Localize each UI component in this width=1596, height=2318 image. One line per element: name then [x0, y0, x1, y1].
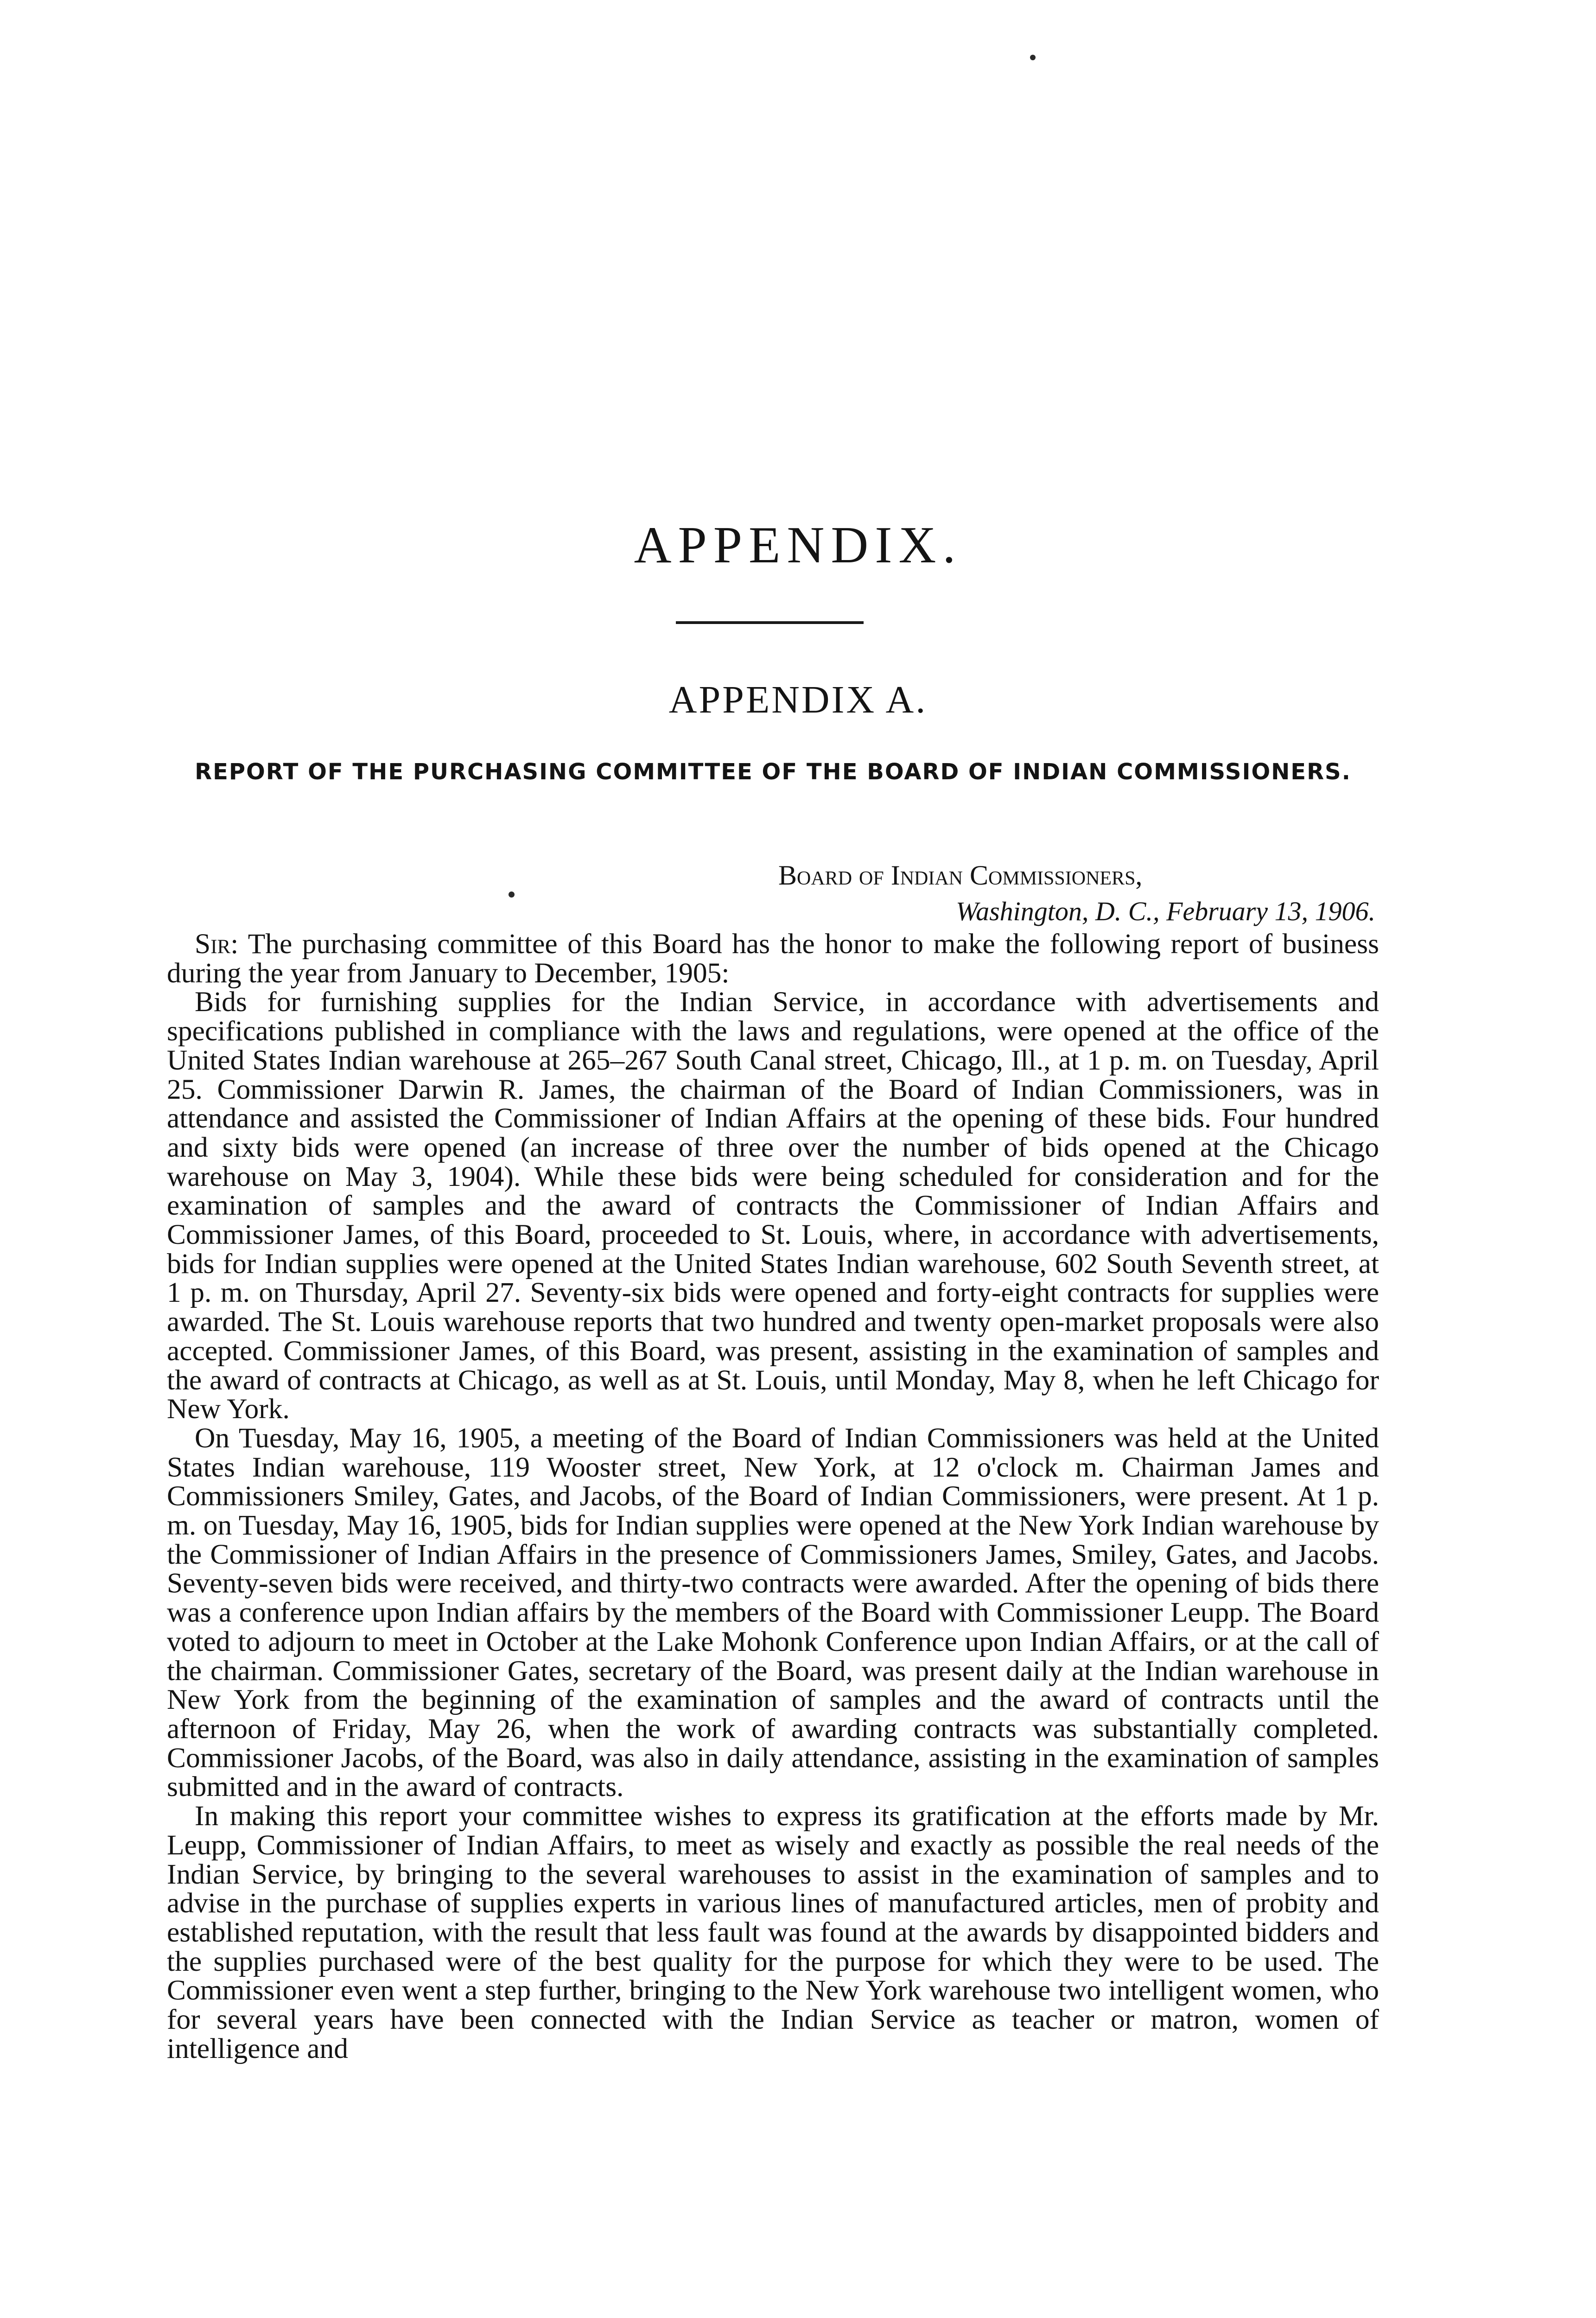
- appendix-subheading: APPENDIX A.: [668, 678, 928, 721]
- paragraph: Bids for furnishing supplies for the Indian Service, in accordance with advertisements and specifications published in compliance with the laws and regulations, were opened at the office of the United States Indian warehouse at 265–267 South Canal street, Chicago, Ill., at 1 p. m. on Tuesday, April 25. Commissioner Darwin R. James, the chairman of the Board of Indian Commissioners, was in attendance and assisted the Commissioner of Indian Affairs at the opening of these bids. Four hundred and sixty bids were opened (an increase of three over the number of bids opened at the Chicago warehouse on May 3, 1904). While these bids were being scheduled for consideration and for the examination of samples and the award of contracts the Commissioner of Indian Affairs and Commissioner James, of this Board, proceeded to St. Louis, where, in accordance with advertisements, bids for Indian supplies were opened at the United States Indian warehouse, 602 South Seventh street, at 1 p. m. on Thursday, April 27. Seventy-six bids were opened and forty-eight contracts for supplies were awarded. The St. Louis warehouse reports that two hundred and twenty open-market proposals were also accepted. Commissioner James, of this Board, was present, assisting in the examination of samples and the award of contracts at Chicago, as well as at St. Louis, until Monday, May 8, when he left Chicago for New York.: [167, 986, 1379, 1425]
- letterhead-place-date: Washington, D. C., February 13, 1906.: [956, 896, 1375, 926]
- letter-body: [167, 930, 1379, 2063]
- paragraph-text: The purchasing committee of this Board has the honor to make the following report of business during the year from January to December, 1905:: [167, 928, 1379, 989]
- paragraph: On Tuesday, May 16, 1905, a meeting of the Board of Indian Commissioners was held at the United States Indian warehouse, 119 Wooster street, New York, at 12 o'clock m. Chairman James and Commissioners Smiley, Gates, and Jacobs, of the Board of Indian Commissioners, were present. At 1 p. m. on Tuesday, May 16, 1905, bids for Indian supplies were opened at the New York Indian warehouse by the Commissioner of Indian Affairs in the presence of Commissioners James, Smiley, Gates, and Jacobs. Seventy-seven bids were received, and thirty-two contracts were awarded. After the opening of bids there was a conference upon Indian affairs by the members of the Board with Commissioner Leupp. The Board voted to adjourn to meet in October at the Lake Mohonk Conference upon Indian Affairs, or at the call of the chairman. Commissioner Gates, secretary of the Board, was present daily at the Indian warehouse in New York from the beginning of the examination of samples and the award of contracts until the afternoon of Friday, May 26, when the work of awarding contracts was substantially completed. Commissioner Jacobs, of the Board, was also in daily attendance, assisting in the examination of samples submitted and in the award of contracts.: [167, 1422, 1379, 1803]
- letterhead-sender: Board of Indian Commissioners,: [778, 860, 1143, 891]
- ink-speck: [509, 892, 515, 898]
- paragraph: In making this report your committee wishes to express its gratification at the efforts made by Mr. Leupp, Commissioner of Indian Affairs, to meet as wisely and exactly as possible the real needs of the Indian Service, by bringing to the several warehouses to assist in the examination of samples and to advise in the purchase of supplies experts in various lines of manufactured articles, men of probity and established reputation, with the result that less fault was found at the awards by disappointed bidders and the supplies purchased were of the best quality for the purpose for which they were to be used. The Commissioner even went a step further, bringing to the New York warehouse two intelligent women, who for several years have been connected with the Indian Service as teacher or matron, women of intelligence and: [167, 1800, 1379, 2064]
- report-title: REPORT OF THE PURCHASING COMMITTEE OF THE BOARD OF INDIAN COMMISSIONERS.: [195, 759, 1351, 785]
- paragraph: [167, 930, 1379, 987]
- ink-speck: [1030, 55, 1036, 60]
- heading-divider: [676, 621, 864, 624]
- page-heading: APPENDIX.: [634, 516, 962, 574]
- salutation: Sir:: [195, 928, 239, 960]
